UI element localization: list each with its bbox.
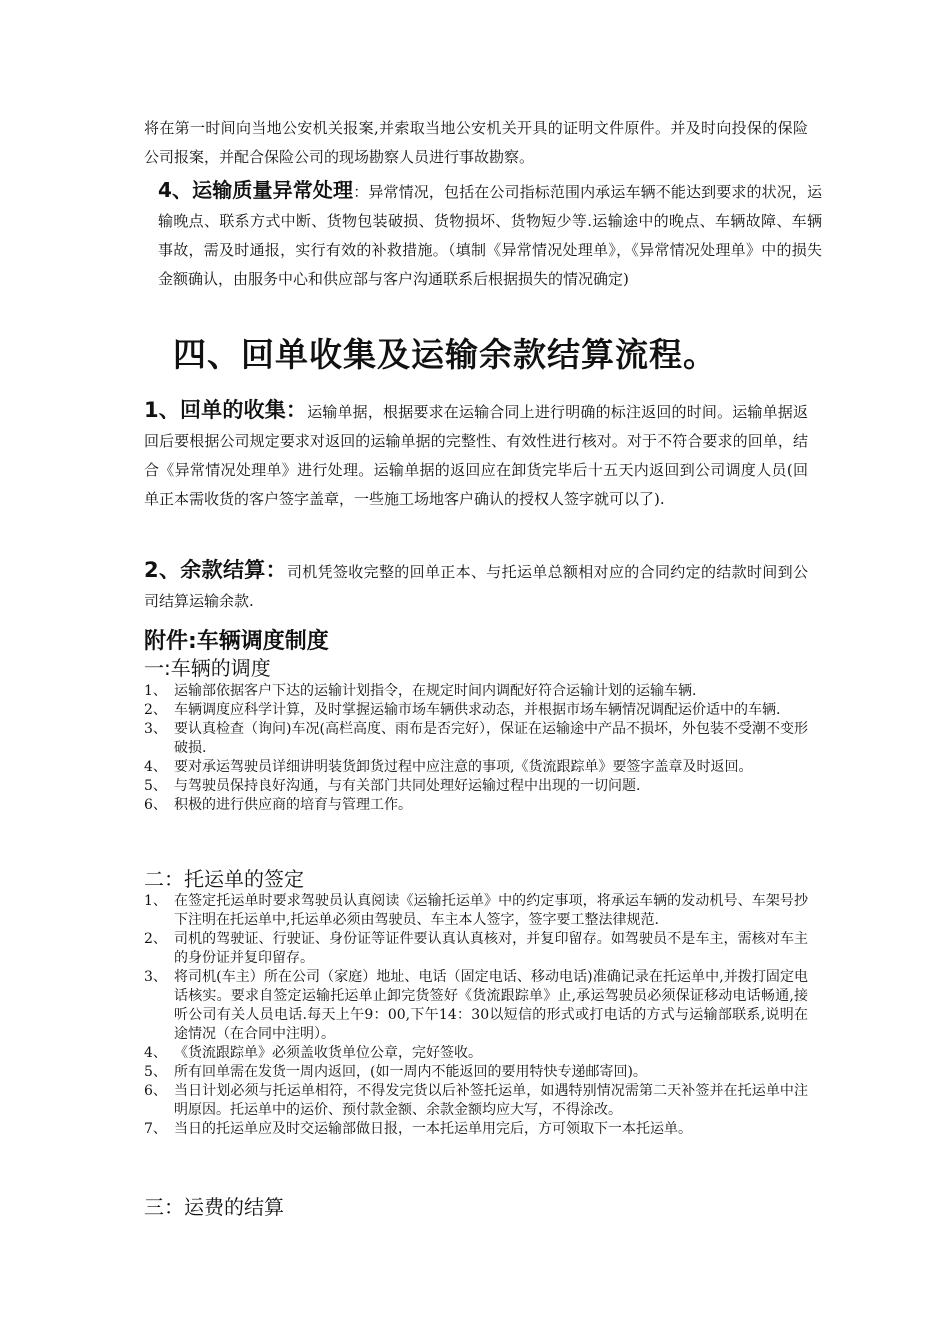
list-item [144, 777, 808, 796]
list-item-text: 当日计划必须与托运单相符，不得发完货以后补签托运单，如遇特别情况需第二天补签并在托运单中注明原因。托运单中的运价、预付款金额、余款金额均应大写，不得涂改。 [174, 1083, 808, 1118]
list-item-number: 1、 [144, 683, 167, 699]
list-item [144, 682, 808, 701]
section-4-heading: 4、运输质量异常处理 [158, 178, 354, 202]
freight-section-title: 三：运费的结算 [144, 1195, 284, 1219]
list-item-text: 《货流跟踪单》必须盖收货单位公章，完好签收。 [174, 1045, 482, 1061]
list-item-number: 2、 [144, 702, 167, 718]
list-item-text: 将司机(车主）所在公司（家庭）地址、电话（固定电话、移动电话)准确记录在托运单中,并拨打固定电话核实。要求自签定运输托运单止卸完货签好《货流跟踪单》止,承运驾驶员必须保证移动电话畅通,接听公司有关人员电话.每天上午9：00,下午14：30以短信的形式或打电话的方式与运输部联系,说明在途情况（在合同中注明）。 [174, 969, 808, 1042]
list-item [144, 1082, 808, 1120]
list-item-number: 4、 [144, 759, 167, 775]
list-item-number: 6、 [144, 797, 167, 813]
list-item-number: 6、 [144, 1083, 167, 1099]
receipt-body: 运输单据，根据要求在运输合同上进行明确的标注返回的时间。运输单据返回后要根据公司规定要求对返回的运输单据的完整性、有效性进行核对。对于不符合要求的回单，结合《异常情况处理单》进行处理。运输单据的返回应在卸货完毕后十五天内返回到公司调度人员(回单正本需收货的客户签字盖章，一些施工场地客户确认的授权人签字就可以了). [144, 403, 808, 508]
settlement-body: 司机凭签收完整的回单正本、与托运单总额相对应的合同约定的结款时间到公司结算运输余款. [144, 563, 808, 610]
list-item-text: 司机的驾驶证、行驶证、身份证等证件要认真认真核对，并复印留存。如驾驶员不是车主，需核对车主的身份证并复印留存。 [174, 931, 808, 966]
list-item-text: 与驾驶员保持良好沟通，与有关部门共同处理好运输过程中出现的一切问题. [174, 778, 641, 794]
list-item-number: 7、 [144, 1121, 167, 1137]
list-item-text: 运输部依据客户下达的运输计划指令，在规定时间内调配好符合运输计划的运输车辆. [174, 683, 697, 699]
receipt-paragraph [144, 396, 808, 514]
list-item-text: 当日的托运单应及时交运输部做日报，一本托运单用完后，方可领取下一本托运单。 [174, 1121, 692, 1137]
section-4-body: ：异常情况，包括在公司指标范围内承运车辆不能达到要求的状况，运输晚点、联系方式中断、货物包装破损、货物损坏、货物短少等.运输途中的晚点、车辆故障、车辆事故，需及时通报，实行有效的补救措施。（填制《异常情况处理单》，《异常情况处理单》中的损失金额确认，由服务中心和供应部与客户沟通联系后根据损失的情况确定) [158, 183, 822, 288]
settlement-heading: 2、余款结算： [144, 558, 287, 582]
list-item [144, 796, 808, 815]
list-item-number: 2、 [144, 931, 167, 947]
list-item [144, 930, 808, 968]
list-item [144, 758, 808, 777]
dispatch-section-title: 一:车辆的调度 [144, 656, 271, 680]
section-4-paragraph [144, 176, 822, 294]
list-item-text: 要对承运驾驶员详细讲明装货卸货过程中应注意的事项,《货流跟踪单》要签字盖章及时返回。 [174, 759, 753, 775]
receipt-heading: 1、回单的收集： [144, 398, 308, 422]
dispatch-list [144, 682, 808, 815]
list-item-text: 所有回单需在发货一周内返回，(如一周内不能返回的要用特快专递邮寄回)。 [174, 1064, 647, 1080]
waybill-list [144, 892, 808, 1139]
list-item-text: 要认真检查（询问)车况(高栏高度、雨布是否完好），保证在运输途中产品不损坏，外包装不受潮不变形破损. [174, 721, 808, 756]
main-title: 四、回单收集及运输余款结算流程。 [173, 335, 717, 374]
list-item-text: 在签定托运单时要求驾驶员认真阅读《运输托运单》中的约定事项，将承运车辆的发动机号、车架号抄下注明在托运单中,托运单必须由驾驶员、车主本人签字，签字要工整法律规范. [174, 893, 808, 928]
annex-title: 附件:车辆调度制度 [144, 629, 329, 654]
list-item-number: 5、 [144, 1064, 167, 1080]
list-item [144, 1063, 808, 1082]
list-item [144, 701, 808, 720]
list-item [144, 968, 808, 1044]
intro-paragraph: 将在第一时间向当地公安机关报案,并索取当地公安机关开具的证明文件原件。并及时向投保的保险公司报案，并配合保险公司的现场勘察人员进行事故勘察。 [144, 119, 808, 166]
list-item [144, 1120, 808, 1139]
list-item-number: 4、 [144, 1045, 167, 1061]
list-item [144, 892, 808, 930]
list-item [144, 1044, 808, 1063]
list-item-text: 车辆调度应科学计算，及时掌握运输市场车辆供求动态，并根据市场车辆情况调配运价适中的车辆. [174, 702, 781, 718]
waybill-section-title: 二：托运单的签定 [144, 867, 304, 891]
list-item-number: 1、 [144, 893, 167, 909]
list-item [144, 720, 808, 758]
list-item-number: 5、 [144, 778, 167, 794]
list-item-text: 积极的进行供应商的培育与管理工作。 [174, 797, 412, 813]
settlement-paragraph [144, 556, 808, 616]
list-item-number: 3、 [144, 721, 167, 737]
list-item-number: 3、 [144, 969, 167, 985]
